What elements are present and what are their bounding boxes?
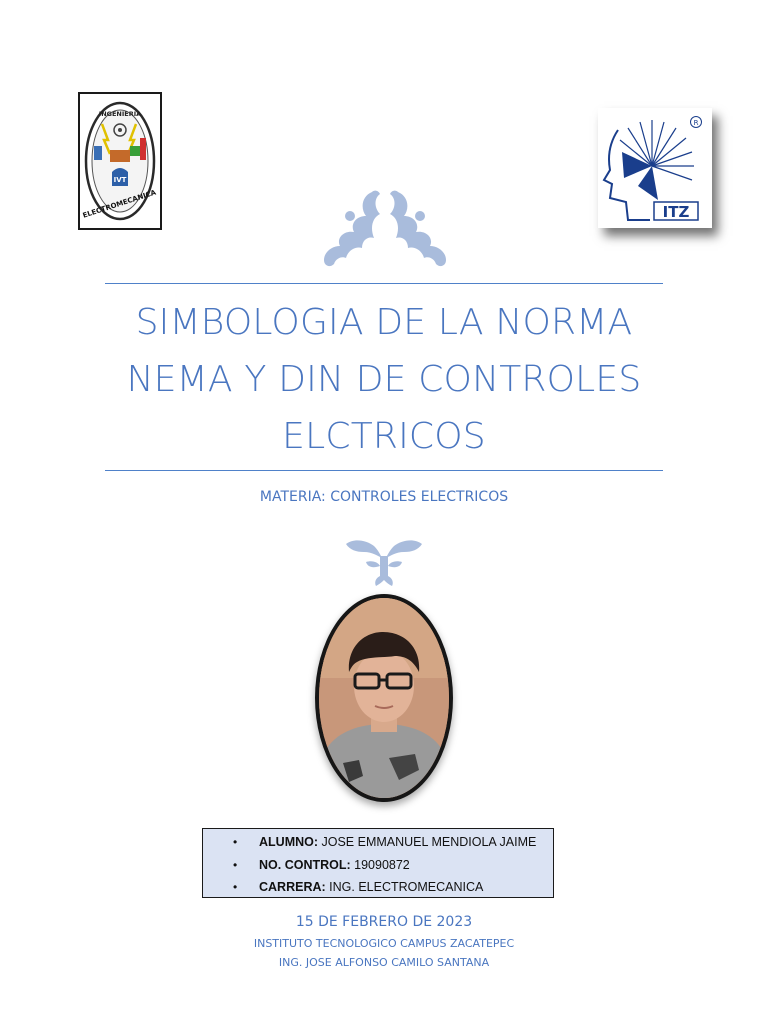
info-item-carrera	[203, 876, 553, 899]
title-line-1: SIMBOLOGIA DE LA NORMA	[135, 302, 633, 343]
carrera-value: ING. ELECTROMECANICA	[325, 880, 484, 894]
logo-text-bottom: ELECTROMECANICA	[81, 188, 158, 220]
teacher-name: ING. JOSE ALFONSO CAMILO SANTANA	[278, 956, 490, 969]
svg-text:IVT: IVT	[113, 176, 127, 184]
carrera-label: CARRERA:	[259, 880, 326, 894]
itz-text: ITZ	[662, 203, 690, 221]
portrait-image	[319, 598, 449, 798]
info-item-control	[203, 854, 553, 877]
logo-text-top: INGENIERIA	[98, 110, 142, 118]
title-bottom-rule	[105, 470, 663, 471]
bullet-icon: •	[233, 880, 238, 894]
electromecanica-emblem-icon	[80, 94, 160, 228]
student-info-box	[202, 828, 554, 898]
title-top-rule	[105, 283, 663, 284]
institute-name: INSTITUTO TECNOLOGICO CAMPUS ZACATEPEC	[253, 937, 515, 950]
itz-emblem-icon	[598, 108, 712, 228]
student-photo	[319, 598, 449, 798]
title-line-2: NEMA Y DIN DE CONTROLES	[126, 359, 642, 400]
registered-mark: R	[693, 119, 699, 127]
itz-logo	[598, 108, 712, 228]
alumno-label: ALUMNO:	[259, 835, 319, 849]
document-title	[90, 294, 678, 465]
subject-line: MATERIA: CONTROLES ELECTRICOS	[259, 489, 509, 505]
top-flourish	[310, 186, 460, 270]
student-photo-frame	[315, 594, 453, 802]
info-item-alumno	[203, 831, 553, 854]
control-value: 19090872	[350, 857, 410, 872]
bullet-icon: •	[233, 857, 238, 872]
document-date: 15 DE FEBRERO DE 2023	[295, 914, 473, 930]
middle-flourish	[342, 536, 426, 590]
alumno-value: JOSE EMMANUEL MENDIOLA JAIME	[318, 835, 537, 849]
bullet-icon: •	[233, 835, 238, 849]
flourish-ornament-icon	[310, 186, 460, 270]
fleur-ornament-icon	[342, 536, 426, 590]
ingenieria-electromecanica-logo	[78, 92, 162, 230]
control-label: NO. CONTROL:	[259, 857, 351, 872]
student-info-list	[203, 831, 553, 899]
title-line-3: ELCTRICOS	[282, 416, 486, 457]
